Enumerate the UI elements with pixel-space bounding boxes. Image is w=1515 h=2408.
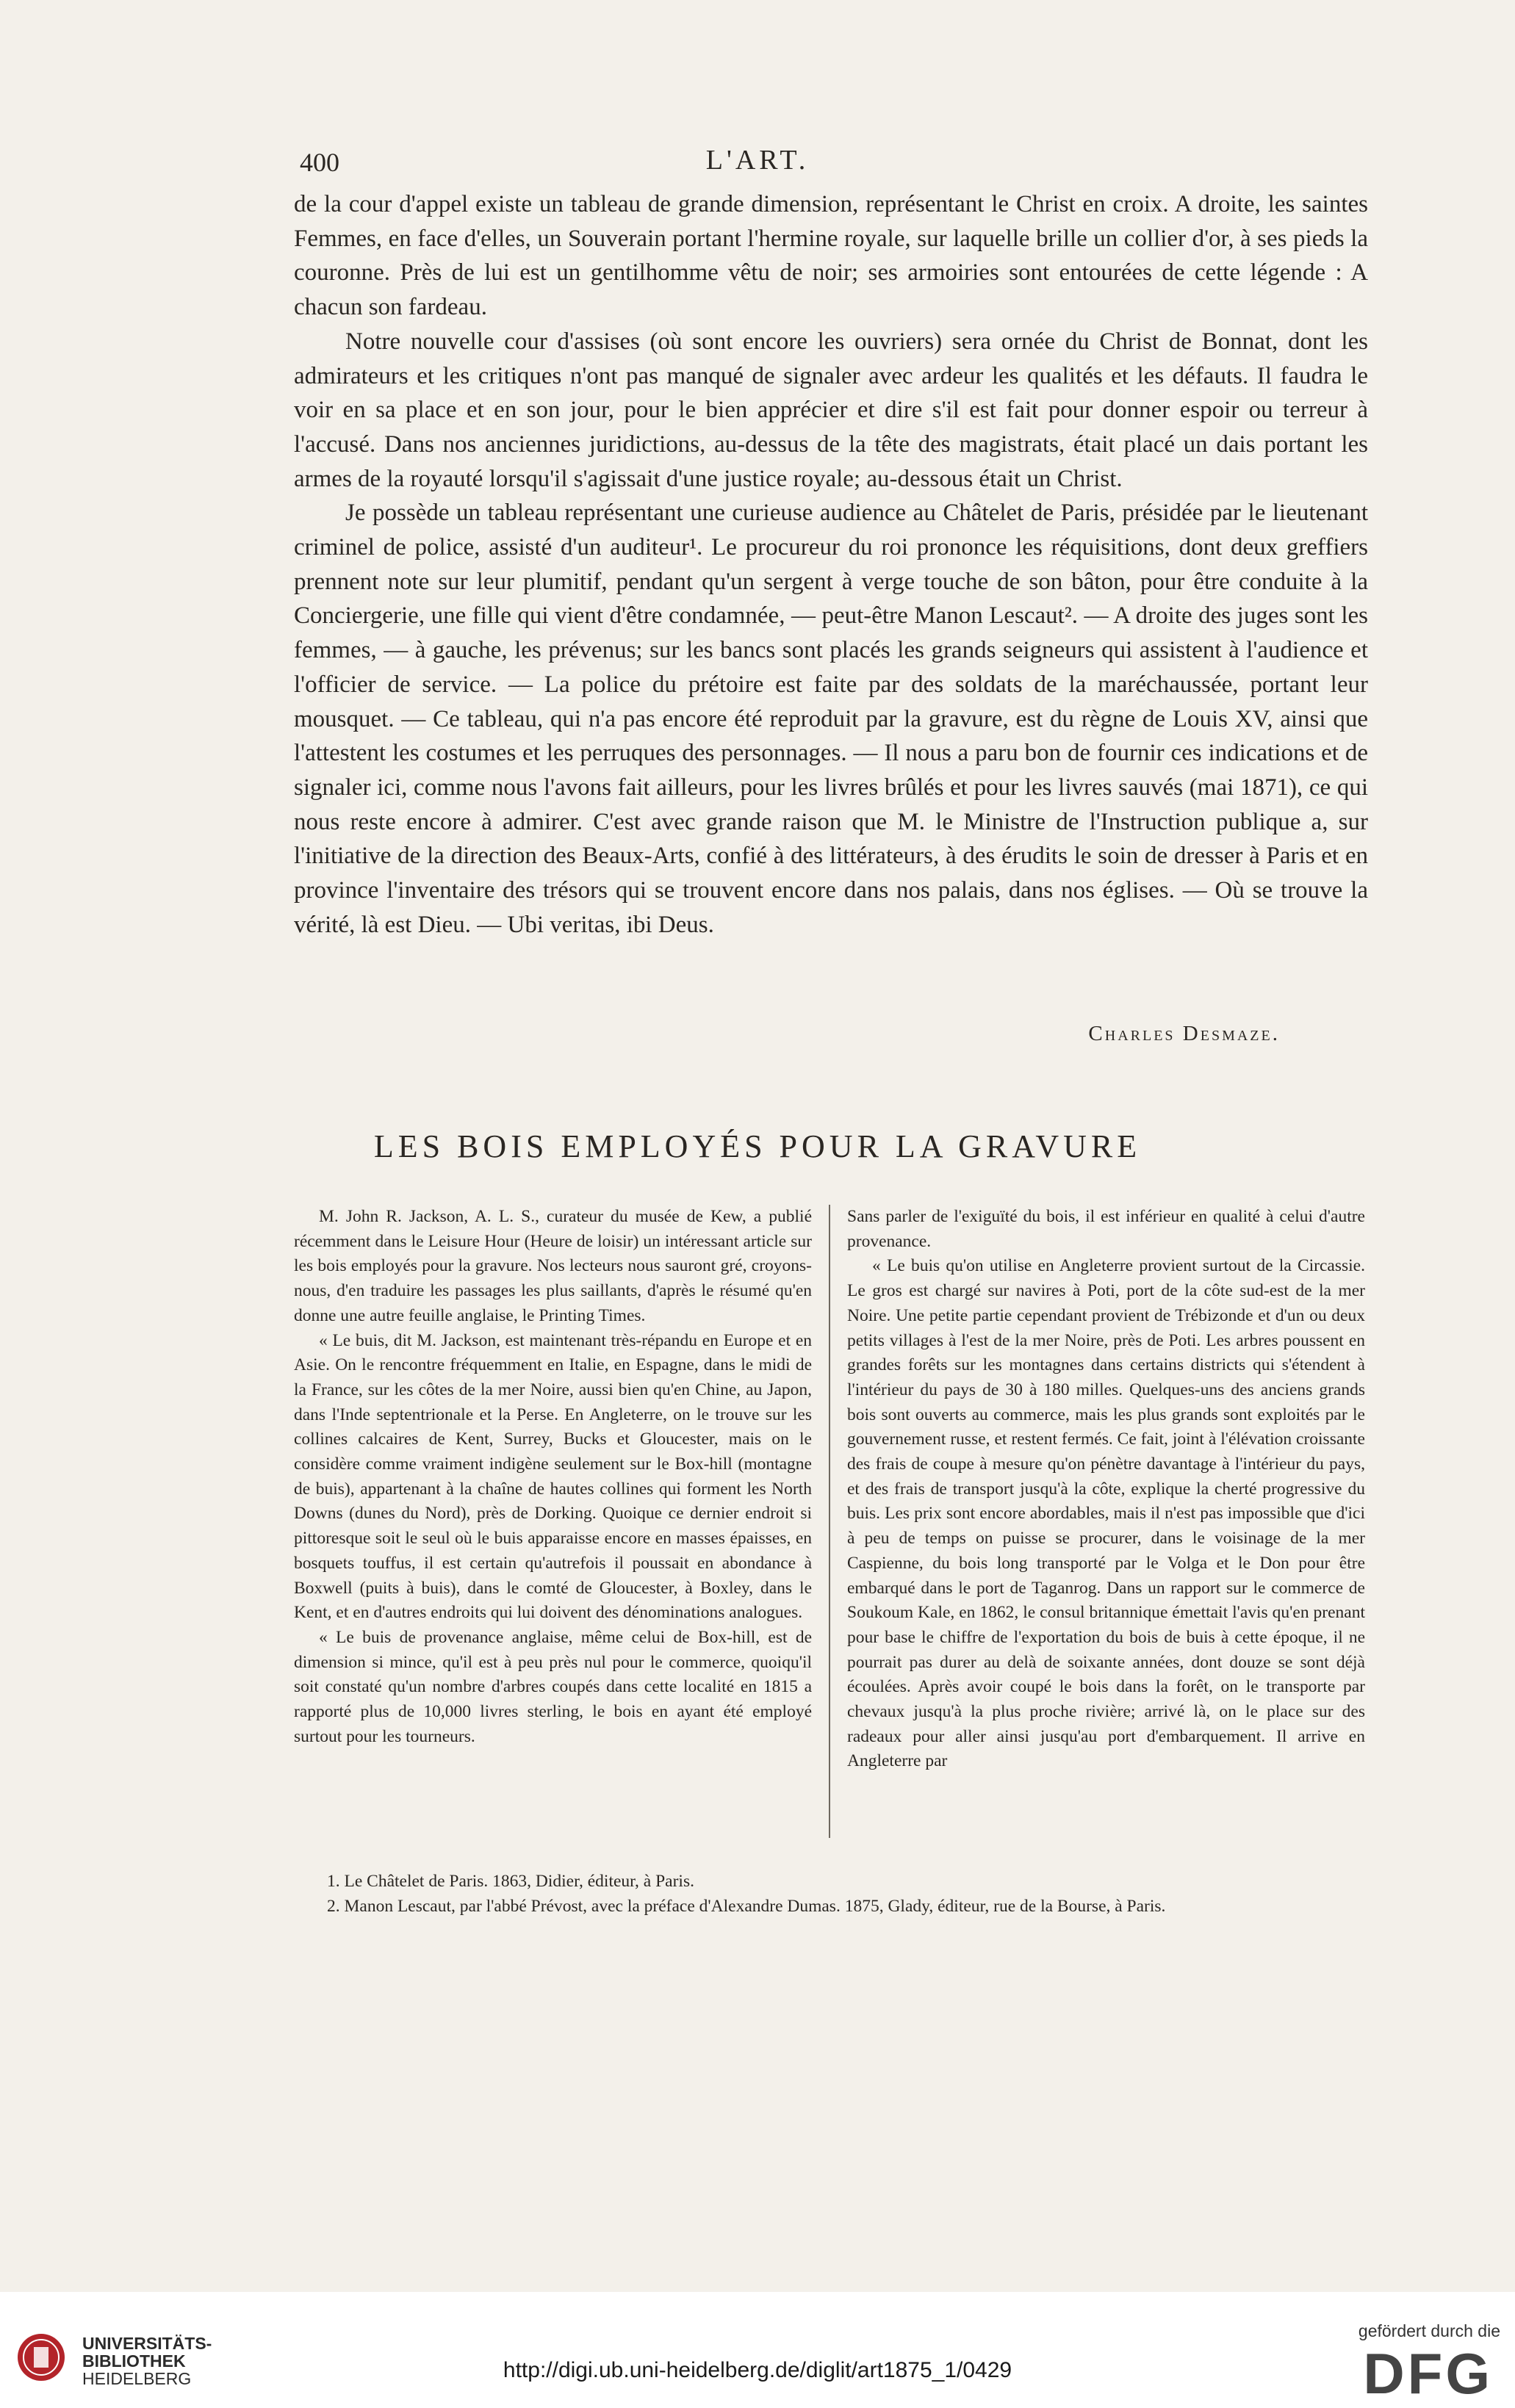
paragraph: M. John R. Jackson, A. L. S., curateur du musée de Kew, a publié récemment dans le Leisure Hour (Heure de loisir) un intéressant article sur les bois employés pour la gravure. Nos lecteurs nous sauront gré, croyons-nous, d'en traduire les passages les plus saillants, d'après le résumé qu'en donne une autre feuille anglaise, le Printing Times. bbox=[294, 1207, 812, 1325]
right-column bbox=[847, 1205, 1365, 1774]
paragraph: « Le buis qu'on utilise en Angleterre provient surtout de la Circassie. Le gros est chargé sur navires à Poti, port de la côte sud-est de la mer Noire. Une petite partie cependant provient de Trébizonde et d'un ou deux petits villages à l'est de la mer Noire, près de Poti. Les arbres poussent en grandes forêts sur les montagnes dans certains districts qui s'étendent à l'intérieur du pays de 30 à 180 milles. Quelques-uns des anciens grands bois sont ouverts au commerce, mais les plus grands sont exploités par le gouvernement russe, et restent fermés. Ce fait, joint à l'élévation croissante des frais de coupe à mesure qu'on pénètre davantage à l'intérieur du pays, et des frais de transport jusqu'à la côte, explique la cherté progressive du buis. Les prix sont encore abordables, mais il n'est pas impossible que d'ici à peu de temps on puisse se procurer, dans le voisinage de la mer Caspienne, du bois long transporté par le Volga et le Don pour être embarqué dans le port de Taganrog. Dans un rapport sur le commerce de Soukoum Kale, en 1862, le consul britannique émettait l'avis qu'en prenant pour base le chiffre de l'exportation du bois de buis à cette époque, il ne pourrait pas durer au delà de soixante années, dont douze se sont déjà écoulées. Après avoir coupé le bois dans la forêt, on le transporte par chevaux jusqu'à la plus proche rivière; arrivé là, on le place sur des radeaux pour aller ainsi jusqu'au port d'embarquement. Il arrive en Angleterre par bbox=[847, 1256, 1365, 1771]
dfg-logo: DFG bbox=[1363, 2341, 1493, 2406]
author-signature: Charles Desmaze. bbox=[1088, 1022, 1280, 1045]
paragraph: « Le buis de provenance anglaise, même celui de Box-hill, est de dimension si mince, qu'il est à peu près nul pour le commerce, quoiqu'il soit constaté qu'un nombre d'arbres coupés dans cette localité en 1815 a rapporté plus de 10,000 livres sterling, le bois en ayant été employé surtout pour les tourneurs. bbox=[294, 1627, 812, 1746]
left-column bbox=[294, 1205, 812, 1749]
footnote: 1. Le Châtelet de Paris. 1863, Didier, éditeur, à Paris. bbox=[327, 1872, 694, 1891]
institution-line: BIBLIOTHEK bbox=[82, 2351, 186, 2371]
running-title: L'ART. bbox=[705, 145, 810, 176]
main-text bbox=[294, 187, 1368, 942]
institution-line: HEIDELBERG bbox=[82, 2369, 192, 2388]
funding-label: gefördert durch die bbox=[1358, 2321, 1500, 2340]
page-number: 400 bbox=[300, 148, 339, 177]
column-divider bbox=[829, 1205, 830, 1838]
section-title: LES BOIS EMPLOYÉS POUR LA GRAVURE bbox=[373, 1128, 1142, 1164]
viewer-footer bbox=[0, 2292, 1515, 2408]
paragraph: Sans parler de l'exiguïté du bois, il est inférieur en qualité à celui d'autre provenance. bbox=[847, 1207, 1365, 1251]
footnotes bbox=[327, 1870, 1370, 1919]
footnote: 2. Manon Lescaut, par l'abbé Prévost, avec la préface d'Alexandre Dumas. 1875, Glady, éditeur, rue de la Bourse, à Paris. bbox=[327, 1896, 1166, 1916]
source-url-link[interactable]: http://digi.ub.uni-heidelberg.de/diglit/art1875_1/0429 bbox=[503, 2358, 1012, 2382]
paragraph: Notre nouvelle cour d'assises (où sont encore les ouvriers) sera ornée du Christ de Bonnat, dont les admirateurs et les critiques n'ont pas manqué de signaler avec ardeur les qualités et les défauts. Il faudra le voir en sa place et en son jour, pour le bien apprécier et dire s'il est fait pour donner espoir ou terreur à l'accusé. Dans nos anciennes juridictions, au-dessus de la tête des magistrats, était placé un dais portant les armes de la royauté lorsqu'il s'agissait d'une justice royale; au-dessous était un Christ. bbox=[294, 328, 1368, 492]
paragraph: Je possède un tableau représentant une curieuse audience au Châtelet de Paris, présidée par le lieutenant criminel de police, assisté d'un auditeur¹. Le procureur du roi prononce les réquisitions, dont deux greffiers prennent note sur leur plumitif, pendant qu'un sergent à verge touche de son bâton, pour être conduite à la Conciergerie, une fille qui vient d'être condamnée, — peut-être Manon Lescaut². — A droite des juges sont les femmes, — à gauche, les prévenus; sur les bancs sont placés les grands seigneurs qui assistent à l'audience et l'officier de service. — La police du prétoire est faite par des soldats de la maréchaussée, portant leur mousquet. — Ce tableau, qui n'a pas encore été reproduit par la gravure, est du règne de Louis XV, ainsi que l'attestent les costumes et les perruques des personnages. — Il nous a paru bon de fournir ces indications et de signaler ici, comme nous l'avons fait ailleurs, pour les livres brûlés et pour les livres sauvés (mai 1871), ce qui nous reste encore à admirer. C'est avec grande raison que M. le Ministre de l'Instruction publique a, sur l'initiative de la direction des Beaux-Arts, confié à des littérateurs, à des érudits le soin de dresser à Paris et en province l'inventaire des trésors qui se trouvent encore dans nos palais, dans nos églises. — Où se trouve la vérité, là est Dieu. — Ubi veritas, ibi Deus. bbox=[294, 500, 1368, 938]
paragraph: de la cour d'appel existe un tableau de grande dimension, représentant le Christ en croix. A droite, les saintes Femmes, en face d'elles, un Souverain portant l'hermine royale, sur laquelle brille un collier d'or, à ses pieds la couronne. Près de lui est un gentilhomme vêtu de noir; ses armoiries sont entourées de cette légende : A chacun son fardeau. bbox=[294, 191, 1368, 321]
institution-line: UNIVERSITÄTS- bbox=[82, 2334, 212, 2353]
paragraph: « Le buis, dit M. Jackson, est maintenant très-répandu en Europe et en Asie. On le rencontre fréquemment en Italie, en Espagne, dans le midi de la France, sur les côtes de la mer Noire, aussi bien qu'en Chine, au Japon, dans l'Inde septentrionale et la Perse. En Angleterre, on le trouve sur les collines calcaires de Kent, Surrey, Bucks et Gloucester, mais on le considère comme vraiment indigène seulement sur le Box-hill (montagne de buis), appartenant à la chaîne de hautes collines qui forment les North Downs (dunes du Nord), près de Dorking. Quoique ce dernier endroit si pittoresque soit le seul où le buis apparaisse encore en masses épaisses, en bosquets touffus, il est certain qu'autrefois il poussait en abondance à Boxwell (puits à buis), dans le comté de Gloucester, à Boxley, dans le Kent, et en d'autres endroits qui lui doivent des dénominations analogues. bbox=[294, 1330, 812, 1623]
